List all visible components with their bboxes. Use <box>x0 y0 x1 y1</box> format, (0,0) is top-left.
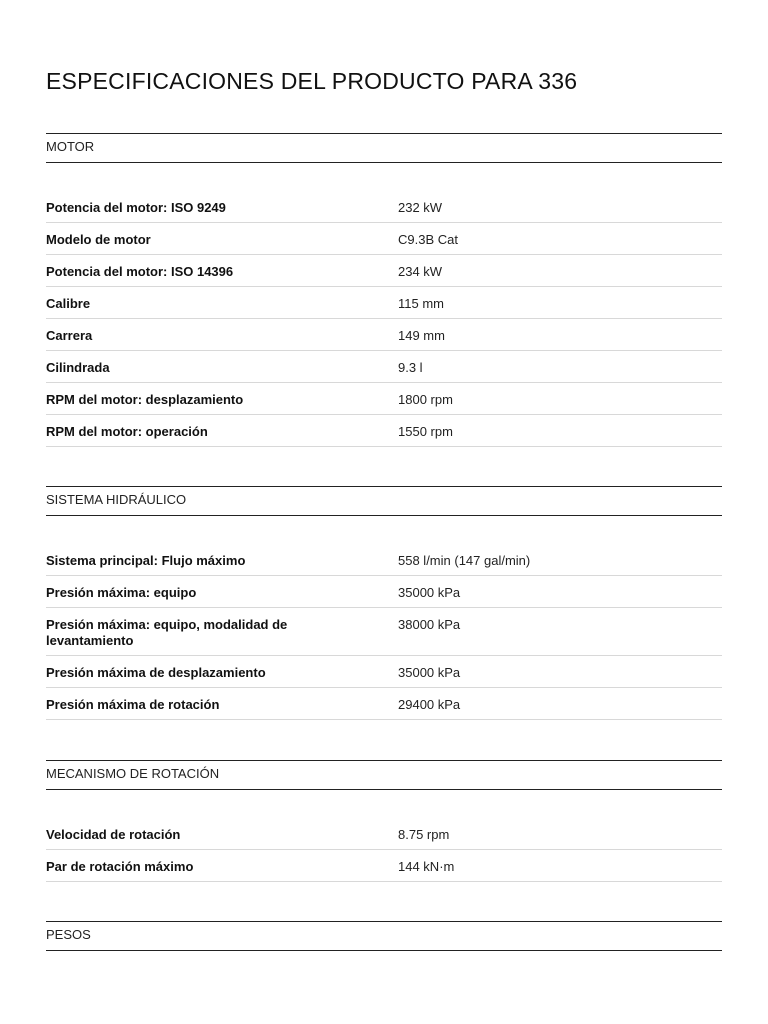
spec-value: 9.3 l <box>398 360 423 375</box>
section-heading: MOTOR <box>46 133 722 163</box>
spec-label: Cilindrada <box>46 360 110 375</box>
spec-row <box>46 416 722 447</box>
spec-value: 35000 kPa <box>398 585 461 600</box>
spec-label: Presión máxima: equipo, modalidad de levantamiento <box>46 617 288 648</box>
spec-row <box>46 689 722 720</box>
spec-value: 149 mm <box>398 328 445 343</box>
spec-row <box>46 545 722 576</box>
spec-value: C9.3B Cat <box>398 232 458 247</box>
spec-value: 35000 kPa <box>398 665 461 680</box>
spec-row <box>46 288 722 319</box>
section-motor <box>46 133 722 448</box>
section-heading: SISTEMA HIDRÁULICO <box>46 486 722 516</box>
spec-value: 38000 kPa <box>398 617 461 632</box>
spec-label: Presión máxima: equipo <box>46 585 197 600</box>
spec-label: Modelo de motor <box>46 232 151 247</box>
spec-list <box>46 545 722 720</box>
spec-label: Velocidad de rotación <box>46 827 181 842</box>
page-title: ESPECIFICACIONES DEL PRODUCTO PARA 336 <box>46 68 578 94</box>
spec-row <box>46 320 722 351</box>
spec-row <box>46 851 722 882</box>
spec-label: RPM del motor: desplazamiento <box>46 392 244 407</box>
spec-row <box>46 577 722 608</box>
spec-label: Presión máxima de desplazamiento <box>46 665 266 680</box>
spec-value: 115 mm <box>398 296 444 311</box>
spec-value: 234 kW <box>398 264 443 279</box>
spec-label: Sistema principal: Flujo máximo <box>46 553 246 568</box>
spec-value: 232 kW <box>398 200 443 215</box>
spec-label: Carrera <box>46 328 93 343</box>
spec-list <box>46 819 722 882</box>
spec-row <box>46 819 722 850</box>
section-weights <box>46 921 722 951</box>
spec-list <box>46 192 722 447</box>
spec-row <box>46 224 722 255</box>
spec-label: RPM del motor: operación <box>46 424 208 439</box>
spec-label: Potencia del motor: ISO 9249 <box>46 200 226 215</box>
spec-row <box>46 609 722 656</box>
spec-value: 1800 rpm <box>398 392 453 407</box>
spec-label: Calibre <box>46 296 91 311</box>
spec-label: Par de rotación máximo <box>46 859 194 874</box>
spec-value: 558 l/min (147 gal/min) <box>398 553 531 568</box>
section-hydraulic-system <box>46 486 722 721</box>
spec-row <box>46 657 722 688</box>
spec-row <box>46 352 722 383</box>
section-heading: MECANISMO DE ROTACIÓN <box>46 760 722 790</box>
spec-value: 8.75 rpm <box>398 827 450 842</box>
spec-value: 29400 kPa <box>398 697 461 712</box>
spec-value: 144 kN·m <box>398 859 455 874</box>
spec-value: 1550 rpm <box>398 424 453 439</box>
spec-label: Potencia del motor: ISO 14396 <box>46 264 234 279</box>
spec-row <box>46 256 722 287</box>
section-swing-mechanism <box>46 760 722 883</box>
spec-row <box>46 384 722 415</box>
section-heading: PESOS <box>46 921 722 951</box>
spec-row <box>46 192 722 223</box>
spec-label: Presión máxima de rotación <box>46 697 220 712</box>
